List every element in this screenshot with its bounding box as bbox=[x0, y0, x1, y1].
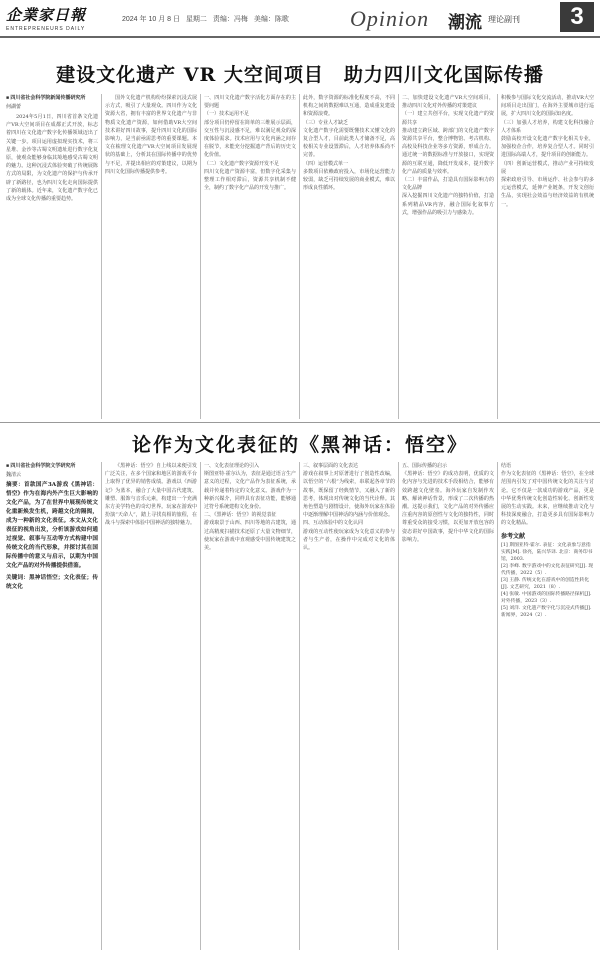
article2-column-1 bbox=[6, 462, 98, 592]
section-name-english: Opinion bbox=[350, 6, 430, 31]
article2-text-col2: 《黑神话：悟空》自上线以来便引发广泛关注，在多个国家和地区的游戏平台上取得了优异的销售成绩。游戏以《西游记》为蓝本，融合了大量中国古代建筑、雕塑、服饰与音乐元素，构建出一个充满东方美学特色的奇幻世界。玩家在游戏中扮演“天命人”，踏上寻找真相的旅程，在战斗与探索中体验中国神话的独特魅力。 bbox=[105, 463, 197, 527]
article2-text-col5: 五、国际传播的启示 《黑神话：悟空》的成功表明，优质的文化内容与先进的技术手段相结合，能够有效跨越文化壁垒。海外玩家自发制作攻略、解读神话背景，形成了二次传播的热潮。这提示我们，文化产品的对外传播应注重内容的原创性与文化的独特性，同时尊重受众的接受习惯，以更加开放包容的姿态讲好中国故事，提升中华文化的国际影响力。 bbox=[402, 463, 494, 543]
column-rule bbox=[101, 462, 102, 950]
article1-text-col2: 国外文化遗产机构纷纷探索沉浸式展示方式，吸引了大量观众。四川作为文化资源大省，拥有丰富的世界文化遗产与非物质文化遗产资源，如何借助VR大空间技术讲好四川故事，提升四川文化的国际影响力，是当前亟需思考的重要课题。本文在梳理文化遗产VR大空间项目发展现状的基础上，分析其在国际传播中的优势与不足，并提出相应的对策建议，以期为四川文化国际传播提供参考。 bbox=[105, 95, 197, 175]
article1-byline: ■ 四川省社会科学院新闻传播研究所 bbox=[6, 95, 86, 101]
column-rule bbox=[398, 94, 399, 419]
editor-credit: 责编：冯梅 bbox=[212, 16, 248, 23]
article-divider bbox=[0, 422, 600, 423]
article1-text-col1: 2024年5月1日，四川省首条文化遗产VR大空间项目在成都正式开放，标志着四川在文化遗产数字化传播领域迈出了关键一步。项目运用虚拟现实技术，将三星堆、金沙等古蜀文明遗址进行数字化复原，使观众能够身临其境地感受古蜀文明的魅力。这种沉浸式体验突破了传统展陈方式的局限，为文化遗产的保护与传承开辟了新路径，也为四川文化走向国际提供了新的载体。近年来，文化遗产数字化已成为全球文化传播的重要趋势。 bbox=[6, 114, 98, 203]
article2-column-6 bbox=[501, 462, 594, 950]
article2-headline: 论作为文化表征的《黑神话：悟空》 bbox=[131, 434, 468, 456]
reference-item: [3] 王静. 传统文化在游戏中的创造性转化[J]. 文艺研究，2021（8）. bbox=[501, 577, 590, 590]
logo-chinese: 企業家日報 bbox=[6, 6, 87, 24]
article1-text-col3: 一、四川文化遗产数字活化方面存在的主要问题 （一）技术运用不足 部分项目仍停留在简单的三维展示层面，交互性与沉浸感不足，难以满足观众的深度体验需求。技术应用与文化内涵之间存在脱节，未能充分挖掘遗产背后的历史文化价值。 （二）文化遗产数字资源开发不足 四川文化遗产资源丰富，但数字化采集与整理工作相对滞后，资源共享机制不健全，制约了数字化产品的开发与推广。 bbox=[204, 95, 296, 192]
article2-byline: ■ 四川省社会科学院文学研究所 bbox=[6, 463, 76, 469]
logo-english: ENTREPRENEURS DAILY bbox=[6, 26, 86, 32]
article2-text-col3: 一、文化表征理论的引入 斯图亚特·霍尔认为，表征是通过语言生产意义的过程，文化产品作为表征系统，承载并传递着特定的文化意义。游戏作为一种新兴媒介，同样具有表征功能，能够通过符号系统建构文化身份。 二、《黑神话：悟空》的视觉表征 游戏取景于山西、四川等地的古建筑，通过高精度扫描技术还原了大量文物细节，使玩家在游戏中直观感受中国传统建筑之美。 bbox=[204, 463, 296, 552]
designer-credit: 美编：陈歌 bbox=[253, 16, 289, 23]
article2-keywords: 关键词：黑神话悟空；文化表征；传统文化 bbox=[6, 575, 98, 590]
reference-item: [1] 斯图亚特·霍尔. 表征：文化表象与意指实践[M]. 徐亮，陆兴华译. 北京：商务印书馆，2003. bbox=[501, 542, 593, 562]
newspaper-logo bbox=[6, 4, 116, 32]
column-rule bbox=[398, 462, 399, 950]
section-subtitle: 理论副刊 bbox=[488, 15, 520, 24]
column-rule bbox=[200, 462, 201, 950]
section-name-chinese: 潮流 bbox=[448, 13, 482, 33]
reference-item: [5] 刘洋. 文化遗产数字化与沉浸式传播[J]. 新闻界，2024（2）. bbox=[501, 605, 592, 618]
header-divider bbox=[0, 36, 600, 38]
column-rule bbox=[200, 94, 201, 419]
article1-author: 何湖蕾 bbox=[6, 104, 22, 110]
article2-text-col4: 三、叙事层面的文化表达 游戏在叙事上对原著进行了创造性改编，以悟空的“六根”为线索，串联起各章节的故事，既保留了经典情节，又融入了新的思考，体现出对传统文化的当代诠释。其角色塑造与剧情设计，使海外玩家在体验中逐渐理解中国神话的内涵与价值观念。 四、互动体验中的文化认同 游戏的互动性使玩家成为文化意义的参与者与生产者，在操作中完成对文化的体认。 bbox=[303, 463, 395, 552]
column-rule bbox=[497, 94, 498, 419]
column-rule bbox=[101, 94, 102, 419]
article2-author: 魏清云 bbox=[6, 472, 22, 478]
column-rule bbox=[497, 462, 498, 950]
references-title: 参考文献 bbox=[501, 533, 526, 540]
page-number: 3 bbox=[560, 2, 594, 32]
article1-text-col4: 此外，数字资源的标准化程度不高，不同机构之间的数据难以互通，造成重复建设和资源浪费。 （三）专业人才缺乏 文化遗产数字化需要既懂技术又懂文化的复合型人才，目前此类人才储备不足，高校相关专业设置滞后，人才培养体系尚不完善。 （四）运营模式单一 多数项目依赖政府投入，市场化运营能力较弱，缺乏可持续发展的商业模式，难以形成良性循环。 bbox=[303, 95, 395, 192]
reference-item: [4] 张敏. 中国游戏的国际传播路径探析[J]. 对外传播，2023（3）. bbox=[501, 591, 592, 604]
reference-item: [2] 李峰. 数字游戏中的文化表征研究[J]. 现代传播，2022（5）. bbox=[501, 563, 594, 576]
article1-text-col6: 积极参与国际文化交流活动，推动VR大空间项目走出国门，在海外主要城市进行巡展，扩大四川文化的国际知名度。 （三）加强人才培养，构建文化科技融合人才体系 鼓励高校开设文化遗产数字化相关专业，加强校企合作，培养复合型人才。同时引进国际高端人才，提升项目的创新能力。 （四）创新运营模式，推动产业可持续发展 探索政府引导、市场运作、社会参与的多元运营模式，延伸产业链条，开发文创衍生品，实现社会效益与经济效益的有机统一。 bbox=[501, 95, 594, 208]
article2-abstract: 摘要：首款国产3A游戏《黑神话：悟空》作为在海内外产生巨大影响的文化产品，为了在世界中展现传统文化重新焕发生机，跨越文化的隔阂，成为一种新的文化表征。本文从文化表征的视角出发，分析该游戏如何通过视觉、叙事与互动等方式构建中国传统文化的当代形象，并探讨其在国际传播中的意义与启示，以期为中国文化产品的对外传播提供借鉴。 bbox=[6, 482, 98, 569]
article1-headline: 建设文化遗产 VR 大空间项目 助力四川文化国际传播 bbox=[56, 64, 544, 86]
column-rule bbox=[299, 94, 300, 419]
article1-text-col5: 二、加快建设文化遗产VR大空间项目，推动四川文化对外传播的对策建议 （一）建立共创平台，实现文化遗产的资源共享 推动建立跨区域、跨部门的文化遗产数字资源共享平台，整合博物馆、考古机构、高校及科技企业等多方资源，形成合力。通过统一的数据标准与开放接口，实现资源的互联互通，降低开发成本，提升数字化产品的质量与效率。 （二）丰富作品，打造具有国际影响力的文化品牌 深入挖掘四川文化遗产的独特价值，打造系列精品VR内容，融合国际化叙事方式，增强作品的吸引力与感染力。 bbox=[402, 95, 494, 216]
article1-column-1 bbox=[6, 94, 98, 413]
column-rule bbox=[299, 462, 300, 950]
issue-weekday: 星期二 bbox=[185, 16, 207, 23]
issue-date: 2024 年 10 月 8 日 bbox=[122, 16, 180, 23]
issue-info bbox=[122, 14, 293, 24]
article2-text-col6: 结语 作为文化表征的《黑神话：悟空》，在全球范围内引发了对中国传统文化的关注与讨论。它不仅是一款成功的游戏产品，更是中华优秀传统文化创造性转化、创新性发展的生动实践。未来，应继续推动文化与科技深度融合，打造更多具有国际影响力的文化精品。 bbox=[501, 463, 594, 527]
